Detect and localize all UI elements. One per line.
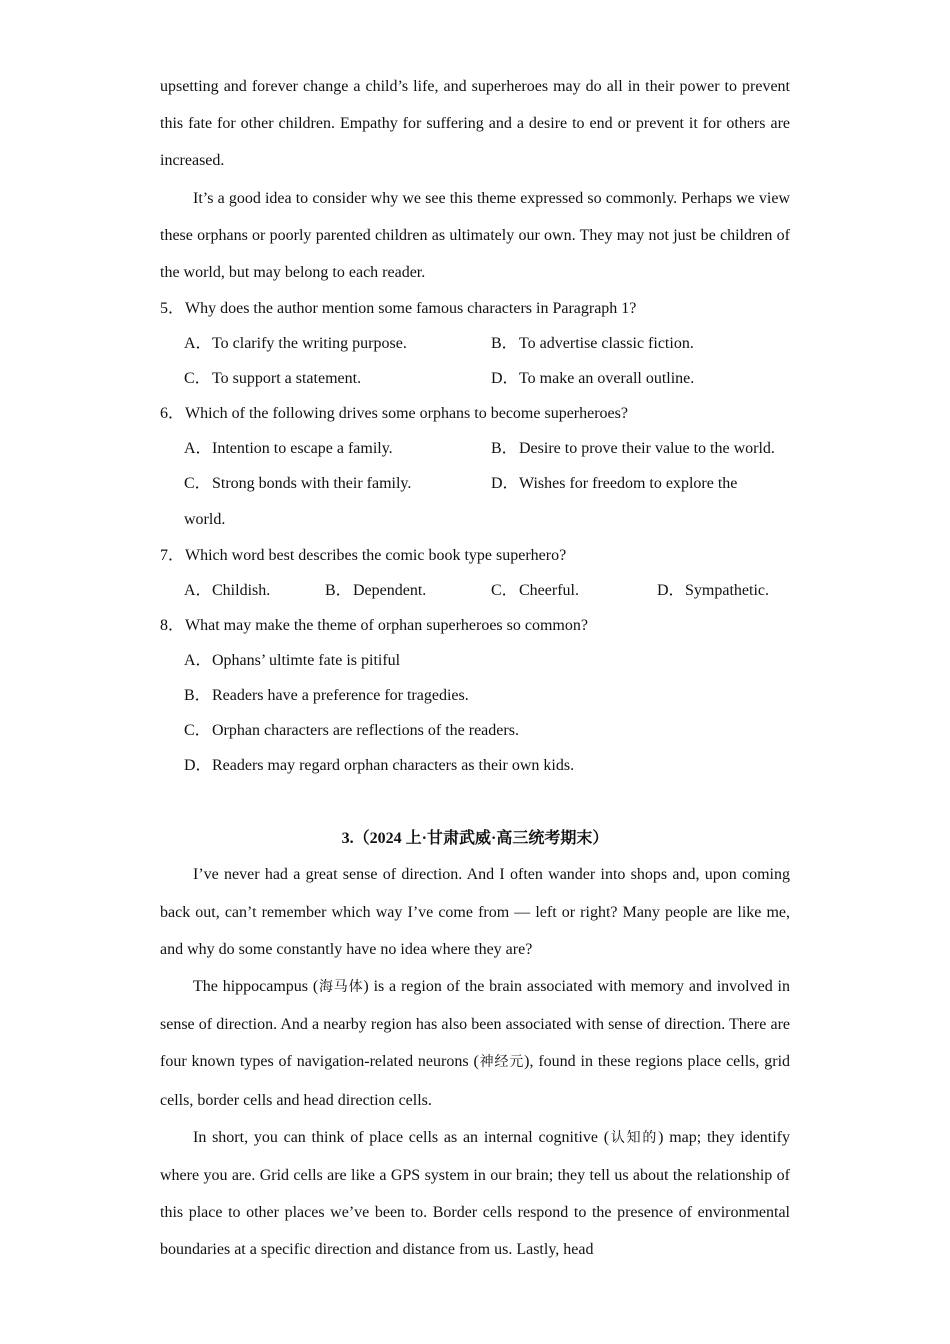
option-d-continuation: world. bbox=[184, 511, 226, 529]
option-text: To support a statement. bbox=[212, 370, 362, 388]
option-text: Ophans’ ultimte fate is pitiful bbox=[212, 652, 401, 670]
option-text: Readers may regard orphan characters as their own kids. bbox=[212, 757, 575, 775]
question-text: Which word best describes the comic book type superhero? bbox=[185, 547, 567, 565]
option-text: To clarify the writing purpose. bbox=[212, 335, 407, 353]
question-number: 8． bbox=[160, 617, 185, 635]
answer-options bbox=[160, 573, 790, 608]
option-label: B． bbox=[491, 335, 518, 353]
chinese-gloss: 认知的 bbox=[609, 1129, 659, 1146]
passage-paragraph bbox=[160, 1119, 790, 1269]
option-a[interactable] bbox=[184, 643, 790, 678]
option-label: A． bbox=[184, 652, 212, 670]
question-text: What may make the theme of orphan superheroes so common? bbox=[185, 617, 588, 635]
question-number: 7． bbox=[160, 547, 185, 565]
option-text: To make an overall outline. bbox=[519, 370, 695, 388]
option-text: To advertise classic fiction. bbox=[519, 335, 694, 353]
option-label: C． bbox=[184, 370, 211, 388]
option-label: A． bbox=[184, 335, 212, 353]
text-run: In short, you can think of place cells as an internal cognitive ( bbox=[193, 1128, 610, 1146]
option-b[interactable] bbox=[491, 431, 790, 466]
option-label: C． bbox=[491, 582, 518, 600]
option-d[interactable] bbox=[657, 573, 769, 608]
option-label: D． bbox=[491, 475, 519, 493]
option-label: B． bbox=[491, 440, 518, 458]
chinese-gloss: 海马体 bbox=[318, 979, 364, 996]
question-stem bbox=[160, 608, 790, 643]
option-text: Dependent. bbox=[353, 582, 427, 600]
option-a[interactable] bbox=[184, 573, 325, 608]
question-number: 5． bbox=[160, 300, 185, 318]
option-label: B． bbox=[325, 582, 352, 600]
option-text: Cheerful. bbox=[519, 582, 579, 600]
question-6 bbox=[160, 396, 790, 538]
answer-options bbox=[160, 326, 790, 396]
option-a[interactable] bbox=[184, 431, 491, 466]
option-text: Intention to escape a family. bbox=[212, 440, 393, 458]
option-b[interactable] bbox=[491, 326, 790, 361]
passage-paragraph bbox=[160, 968, 790, 1119]
option-text: Wishes for freedom to explore the bbox=[519, 475, 738, 493]
passage-paragraph: I’ve never had a great sense of direction. And I often wander into shops and, upon coming back out, can’t remember which way I’ve come from — left or right? Many people are like me, and why do some constantly have no idea where they are? bbox=[160, 866, 790, 958]
passage-paragraph: upsetting and forever change a child’s life, and superheroes may do all in their power to prevent this fate for other children. Empathy for suffering and a desire to end or prevent it for others are increased. bbox=[160, 78, 790, 170]
passage-paragraph: It’s a good idea to consider why we see this theme expressed so commonly. Perhaps we view these orphans or poorly parented children as ultimately our own. They may not just be children of the world, but may belong to each reader. bbox=[160, 189, 790, 282]
option-label: A． bbox=[184, 582, 212, 600]
option-text: Readers have a preference for tragedies. bbox=[212, 687, 469, 705]
option-d[interactable] bbox=[491, 361, 790, 396]
option-c[interactable] bbox=[491, 573, 657, 608]
option-b[interactable] bbox=[184, 678, 790, 713]
question-8 bbox=[160, 608, 790, 783]
option-label: D． bbox=[657, 582, 685, 600]
answer-options bbox=[160, 431, 790, 538]
option-text: Strong bonds with their family. bbox=[212, 475, 412, 493]
option-text: Orphan characters are reflections of the readers. bbox=[212, 722, 519, 740]
option-d[interactable] bbox=[491, 466, 790, 501]
option-label: A． bbox=[184, 440, 212, 458]
option-label: D． bbox=[184, 757, 212, 775]
option-text: Desire to prove their value to the world. bbox=[519, 440, 775, 458]
section-title: 3.（2024 上·甘肃武威·高三统考期末） bbox=[341, 830, 609, 848]
option-d[interactable] bbox=[184, 748, 790, 783]
option-text: Childish. bbox=[212, 582, 271, 600]
question-5 bbox=[160, 291, 790, 396]
question-stem bbox=[160, 538, 790, 573]
question-text: Why does the author mention some famous characters in Paragraph 1? bbox=[185, 300, 637, 318]
option-label: C． bbox=[184, 722, 211, 740]
option-a[interactable] bbox=[184, 326, 491, 361]
question-text: Which of the following drives some orphans to become superheroes? bbox=[185, 405, 628, 423]
option-label: C． bbox=[184, 475, 211, 493]
question-stem bbox=[160, 396, 790, 431]
text-run: ) map; they identify where you are. Grid cells are like a GPS system in our brain; they tell us about the relationship of this place to other places we’ve been to. Border cells respond to the presence of environmental boundaries at a specific direction and distance from us. Lastly, head bbox=[160, 1128, 791, 1259]
text-run: ), found in these regions place cells, grid cells, border cells and head direction cells. bbox=[160, 1053, 791, 1109]
option-c[interactable] bbox=[184, 713, 790, 748]
question-number: 6． bbox=[160, 405, 185, 423]
text-run: The hippocampus ( bbox=[193, 978, 319, 996]
option-c[interactable] bbox=[184, 466, 491, 501]
question-7 bbox=[160, 538, 790, 608]
option-label: D． bbox=[491, 370, 519, 388]
option-b[interactable] bbox=[325, 573, 491, 608]
text-run: ) is a region of the brain associated with memory and involved in sense of direction. And a nearby region has also been associated with sense of direction. There are four known types of navigation-related neurons ( bbox=[160, 978, 790, 1071]
question-stem bbox=[160, 291, 790, 326]
answer-options bbox=[160, 643, 790, 783]
option-label: B． bbox=[184, 687, 211, 705]
chinese-gloss: 神经元 bbox=[478, 1054, 525, 1071]
document-page bbox=[160, 68, 790, 1269]
option-text: Sympathetic. bbox=[685, 582, 769, 600]
option-c[interactable] bbox=[184, 361, 491, 396]
